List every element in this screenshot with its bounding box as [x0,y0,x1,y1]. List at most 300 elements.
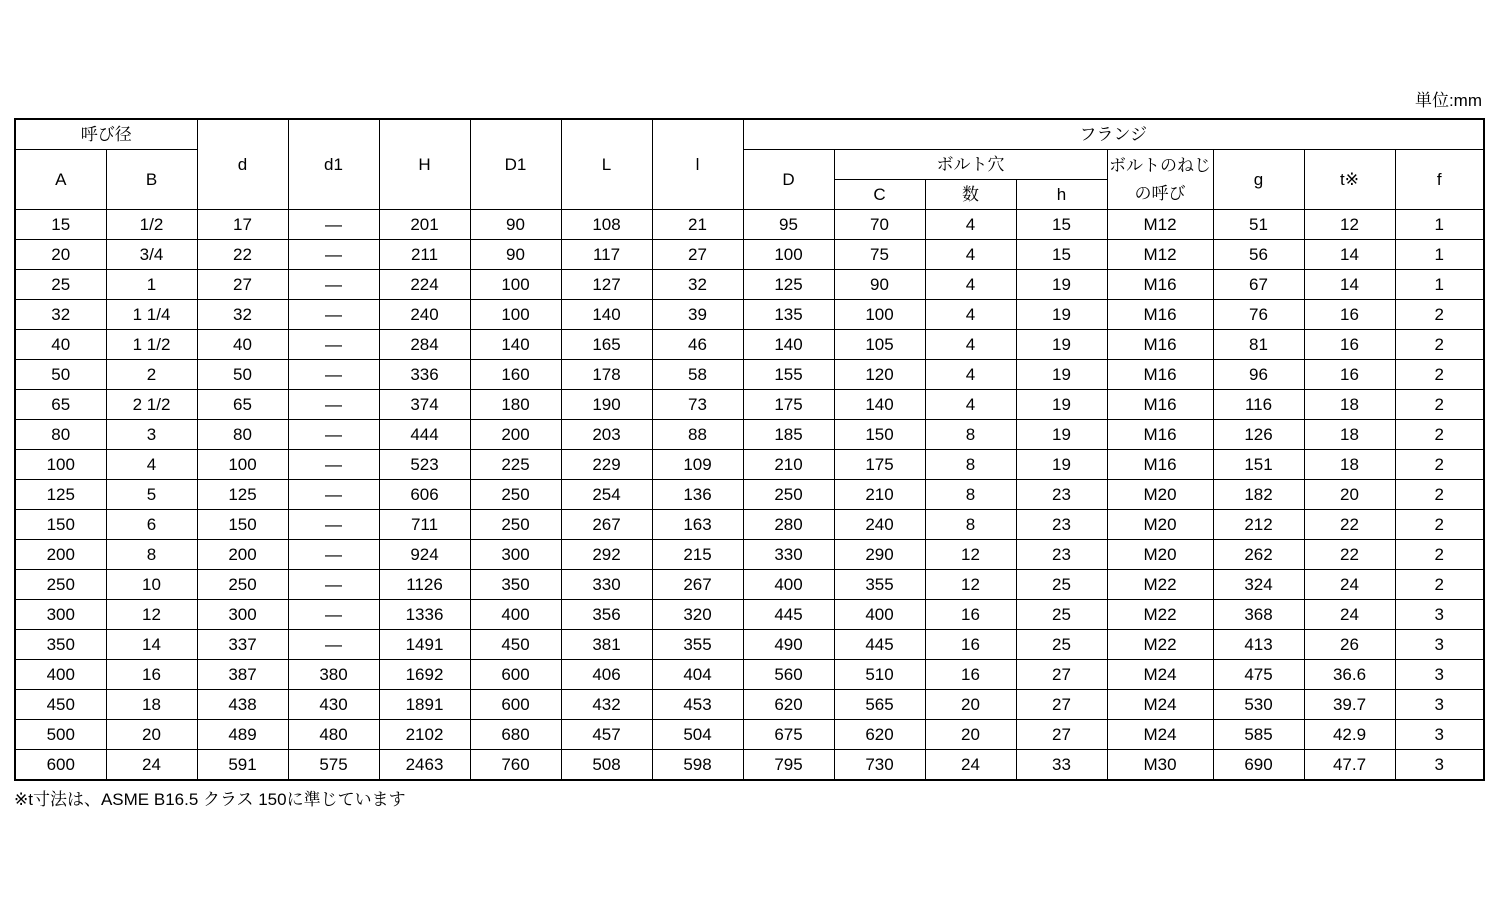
table-row [15,330,1484,360]
table-cell: — [288,390,379,420]
table-cell: 90 [470,210,561,240]
table-cell: 14 [1304,240,1395,270]
table-cell: 50 [197,360,288,390]
table-cell: 591 [197,750,288,781]
table-cell: M22 [1107,630,1213,660]
table-cell: 40 [15,330,106,360]
table-cell: 19 [1016,360,1107,390]
table-cell: 2 [1395,330,1484,360]
table-cell: 600 [470,660,561,690]
table-cell: 19 [1016,450,1107,480]
table-cell: 46 [652,330,743,360]
table-cell: 200 [197,540,288,570]
header-d: d [197,119,288,210]
table-cell: 203 [561,420,652,450]
table-cell: 3 [1395,720,1484,750]
table-cell: 6 [106,510,197,540]
header-D: D [743,150,834,210]
table-cell: 324 [1213,570,1304,600]
table-cell: M12 [1107,240,1213,270]
table-cell: 22 [197,240,288,270]
table-cell: 381 [561,630,652,660]
footnote: ※t寸法は、ASME B16.5 クラス 150に準じています [14,790,406,809]
table-cell: 2 [1395,420,1484,450]
header-d1: d1 [288,119,379,210]
table-cell: 598 [652,750,743,781]
table-cell: 330 [743,540,834,570]
table-cell: — [288,600,379,630]
table-cell: M16 [1107,390,1213,420]
table-cell: 182 [1213,480,1304,510]
table-cell: 490 [743,630,834,660]
header-B: B [106,150,197,210]
table-cell: — [288,330,379,360]
table-cell: 250 [470,510,561,540]
table-cell: 76 [1213,300,1304,330]
table-cell: 140 [470,330,561,360]
table-cell: 450 [15,690,106,720]
table-cell: 280 [743,510,834,540]
table-cell: 18 [1304,420,1395,450]
table-cell: 27 [1016,720,1107,750]
table-cell: 120 [834,360,925,390]
table-cell: 475 [1213,660,1304,690]
table-cell: 39.7 [1304,690,1395,720]
table-cell: 250 [470,480,561,510]
table-cell: — [288,570,379,600]
table-cell: 175 [834,450,925,480]
table-cell: M22 [1107,570,1213,600]
table-row [15,420,1484,450]
table-cell: 32 [652,270,743,300]
table-cell: 2 [1395,570,1484,600]
table-cell: 2 [1395,450,1484,480]
table-cell: 25 [1016,570,1107,600]
table-cell: M30 [1107,750,1213,781]
table-cell: 100 [743,240,834,270]
table-cell: 262 [1213,540,1304,570]
table-cell: M16 [1107,300,1213,330]
table-cell: 300 [15,600,106,630]
table-cell: 600 [15,750,106,781]
table-cell: 18 [106,690,197,720]
table-cell: M20 [1107,540,1213,570]
table-cell: 27 [652,240,743,270]
table-cell: 250 [15,570,106,600]
table-cell: 224 [379,270,470,300]
table-cell: 75 [834,240,925,270]
table-cell: 4 [925,330,1016,360]
table-row [15,240,1484,270]
table-cell: — [288,540,379,570]
table-cell: 19 [1016,270,1107,300]
table-cell: 711 [379,510,470,540]
table-row [15,660,1484,690]
table-cell: 1491 [379,630,470,660]
table-cell: 125 [15,480,106,510]
table-cell: 14 [106,630,197,660]
table-cell: 2102 [379,720,470,750]
table-cell: — [288,450,379,480]
table-cell: 80 [197,420,288,450]
table-cell: 33 [1016,750,1107,781]
table-cell: 109 [652,450,743,480]
table-cell: 4 [925,390,1016,420]
table-cell: 606 [379,480,470,510]
table-cell: M16 [1107,360,1213,390]
table-cell: 178 [561,360,652,390]
table-cell: 1/2 [106,210,197,240]
table-cell: 56 [1213,240,1304,270]
table-cell: 19 [1016,330,1107,360]
table-cell: 140 [743,330,834,360]
table-cell: 100 [15,450,106,480]
table-cell: 105 [834,330,925,360]
table-cell: 16 [925,630,1016,660]
table-row [15,720,1484,750]
table-cell: 22 [1304,540,1395,570]
table-cell: 3 [1395,750,1484,781]
table-cell: 4 [925,300,1016,330]
table-cell: 480 [288,720,379,750]
table-cell: 100 [197,450,288,480]
table-cell: 2 [1395,390,1484,420]
table-cell: 65 [197,390,288,420]
table-cell: 18 [1304,390,1395,420]
table-cell: 690 [1213,750,1304,781]
table-cell: 374 [379,390,470,420]
table-cell: 14 [1304,270,1395,300]
table-cell: 23 [1016,540,1107,570]
table-row [15,690,1484,720]
header-D1: D1 [470,119,561,210]
table-row [15,450,1484,480]
table-cell: 500 [15,720,106,750]
table-cell: 190 [561,390,652,420]
table-cell: 3 [1395,660,1484,690]
table-cell: 58 [652,360,743,390]
table-cell: 51 [1213,210,1304,240]
table-cell: 356 [561,600,652,630]
table-cell: 155 [743,360,834,390]
table-cell: 10 [106,570,197,600]
table-cell: 585 [1213,720,1304,750]
table-cell: 88 [652,420,743,450]
table-cell: 1 [1395,240,1484,270]
table-cell: 355 [834,570,925,600]
table-cell: 20 [925,720,1016,750]
table-row [15,480,1484,510]
table-cell: 730 [834,750,925,781]
header-bolt-thread: ボルトのねじの呼び [1107,150,1213,210]
table-cell: 125 [197,480,288,510]
table-cell: 254 [561,480,652,510]
table-cell: 210 [834,480,925,510]
table-cell: — [288,210,379,240]
table-cell: 560 [743,660,834,690]
table-cell: 160 [470,360,561,390]
table-cell: 27 [197,270,288,300]
table-cell: 1 1/4 [106,300,197,330]
table-cell: 530 [1213,690,1304,720]
table-cell: M16 [1107,330,1213,360]
table-row [15,510,1484,540]
table-cell: 267 [561,510,652,540]
table-row [15,600,1484,630]
table-cell: 16 [1304,300,1395,330]
table-cell: 2 [106,360,197,390]
table-cell: 4 [106,450,197,480]
table-row [15,630,1484,660]
table-cell: 1692 [379,660,470,690]
table-cell: 404 [652,660,743,690]
table-cell: 2 [1395,360,1484,390]
table-cell: 47.7 [1304,750,1395,781]
table-cell: 430 [288,690,379,720]
table-cell: 3 [1395,600,1484,630]
table-cell: M12 [1107,210,1213,240]
table-cell: 320 [652,600,743,630]
table-cell: 508 [561,750,652,781]
table-cell: 16 [925,600,1016,630]
table-cell: 24 [1304,600,1395,630]
header-count: 数 [925,180,1016,210]
table-cell: 36.6 [1304,660,1395,690]
table-cell: 200 [470,420,561,450]
table-cell: — [288,510,379,540]
table-header [15,119,1484,210]
table-cell: 350 [15,630,106,660]
table-cell: 413 [1213,630,1304,660]
table-cell: 12 [925,540,1016,570]
table-cell: 240 [834,510,925,540]
table-cell: 150 [834,420,925,450]
table-cell: 300 [470,540,561,570]
table-cell: 225 [470,450,561,480]
table-row [15,570,1484,600]
table-cell: 100 [834,300,925,330]
table-cell: 126 [1213,420,1304,450]
table-cell: 25 [1016,600,1107,630]
header-g: g [1213,150,1304,210]
table-cell: 5 [106,480,197,510]
table-cell: 12 [925,570,1016,600]
unit-label: 単位:mm [1414,91,1482,110]
table-cell: 16 [1304,330,1395,360]
table-cell: 795 [743,750,834,781]
table-cell: 18 [1304,450,1395,480]
table-cell: 151 [1213,450,1304,480]
table-cell: 489 [197,720,288,750]
table-cell: 432 [561,690,652,720]
table-cell: 8 [925,510,1016,540]
table-cell: 565 [834,690,925,720]
table-cell: 4 [925,360,1016,390]
table-cell: 80 [15,420,106,450]
table-cell: 150 [15,510,106,540]
table-cell: 2 [1395,300,1484,330]
table-cell: M16 [1107,270,1213,300]
table-cell: 15 [1016,210,1107,240]
table-cell: 125 [743,270,834,300]
table-cell: 19 [1016,390,1107,420]
table-cell: 8 [925,450,1016,480]
table-cell: 1 [106,270,197,300]
table-cell: 4 [925,210,1016,240]
table-cell: 924 [379,540,470,570]
table-cell: 3 [106,420,197,450]
table-cell: 65 [15,390,106,420]
table-cell: 15 [15,210,106,240]
table-cell: 300 [197,600,288,630]
table-row [15,270,1484,300]
table-cell: 2 [1395,540,1484,570]
table-cell: M20 [1107,510,1213,540]
table-cell: 108 [561,210,652,240]
table-cell: 32 [15,300,106,330]
header-h: h [1016,180,1107,210]
table-cell: 136 [652,480,743,510]
table-cell: 336 [379,360,470,390]
header-l: l [652,119,743,210]
table-cell: 2 1/2 [106,390,197,420]
table-cell: 457 [561,720,652,750]
table-cell: 3/4 [106,240,197,270]
table-cell: 250 [197,570,288,600]
table-cell: 200 [15,540,106,570]
table-cell: 20 [15,240,106,270]
table-cell: 32 [197,300,288,330]
table-cell: 1126 [379,570,470,600]
table-cell: 680 [470,720,561,750]
table-cell: 250 [743,480,834,510]
table-cell: — [288,270,379,300]
table-cell: 290 [834,540,925,570]
table-cell: 8 [925,480,1016,510]
table-cell: 67 [1213,270,1304,300]
table-cell: 453 [652,690,743,720]
table-cell: 387 [197,660,288,690]
table-cell: 337 [197,630,288,660]
table-cell: 292 [561,540,652,570]
table-cell: 3 [1395,690,1484,720]
table-cell: — [288,300,379,330]
header-C: C [834,180,925,210]
table-cell: — [288,240,379,270]
table-cell: 27 [1016,690,1107,720]
table-cell: 17 [197,210,288,240]
table-cell: 406 [561,660,652,690]
header-f: f [1395,150,1484,210]
table-cell: 19 [1016,420,1107,450]
table-cell: 40 [197,330,288,360]
table-cell: 15 [1016,240,1107,270]
table-cell: 1 1/2 [106,330,197,360]
table-cell: 12 [1304,210,1395,240]
table-cell: — [288,630,379,660]
header-flange: フランジ [743,119,1484,150]
table-cell: 70 [834,210,925,240]
table-cell: 4 [925,240,1016,270]
table-cell: 19 [1016,300,1107,330]
table-row [15,360,1484,390]
table-cell: 1 [1395,270,1484,300]
table-cell: 23 [1016,480,1107,510]
table-cell: 575 [288,750,379,781]
table-cell: M22 [1107,600,1213,630]
table-cell: 16 [1304,360,1395,390]
table-row [15,210,1484,240]
table-cell: 24 [925,750,1016,781]
table-cell: — [288,360,379,390]
table-cell: 27 [1016,660,1107,690]
table-cell: 90 [470,240,561,270]
table-row [15,390,1484,420]
table-cell: 42.9 [1304,720,1395,750]
table-cell: 16 [925,660,1016,690]
table-cell: 16 [106,660,197,690]
table-cell: 12 [106,600,197,630]
table-cell: M20 [1107,480,1213,510]
table-cell: 100 [470,270,561,300]
table-cell: 73 [652,390,743,420]
table-cell: 140 [561,300,652,330]
table-cell: 267 [652,570,743,600]
table-cell: 240 [379,300,470,330]
table-cell: 620 [743,690,834,720]
table-cell: 8 [106,540,197,570]
table-cell: 4 [925,270,1016,300]
table-cell: 81 [1213,330,1304,360]
table-cell: 90 [834,270,925,300]
table-cell: 400 [834,600,925,630]
table-cell: 400 [15,660,106,690]
table-cell: M16 [1107,420,1213,450]
table-cell: M24 [1107,720,1213,750]
table-row [15,300,1484,330]
table-cell: 3 [1395,630,1484,660]
table-cell: 211 [379,240,470,270]
table-cell: 140 [834,390,925,420]
table-cell: 284 [379,330,470,360]
table-cell: — [288,420,379,450]
table-cell: 445 [743,600,834,630]
table-cell: 675 [743,720,834,750]
table-cell: 229 [561,450,652,480]
table-cell: 2 [1395,510,1484,540]
table-cell: 20 [106,720,197,750]
table-cell: 330 [561,570,652,600]
table-cell: 135 [743,300,834,330]
table-cell: 350 [470,570,561,600]
table-cell: 100 [470,300,561,330]
table-cell: M24 [1107,660,1213,690]
table-cell: 116 [1213,390,1304,420]
table-cell: 215 [652,540,743,570]
table-cell: 165 [561,330,652,360]
header-H: H [379,119,470,210]
table-cell: 400 [743,570,834,600]
table-cell: 175 [743,390,834,420]
table-cell: 185 [743,420,834,450]
table-cell: 620 [834,720,925,750]
table-cell: 25 [1016,630,1107,660]
table-cell: 212 [1213,510,1304,540]
table-cell: 504 [652,720,743,750]
table-cell: 24 [106,750,197,781]
table-cell: 210 [743,450,834,480]
header-L: L [561,119,652,210]
